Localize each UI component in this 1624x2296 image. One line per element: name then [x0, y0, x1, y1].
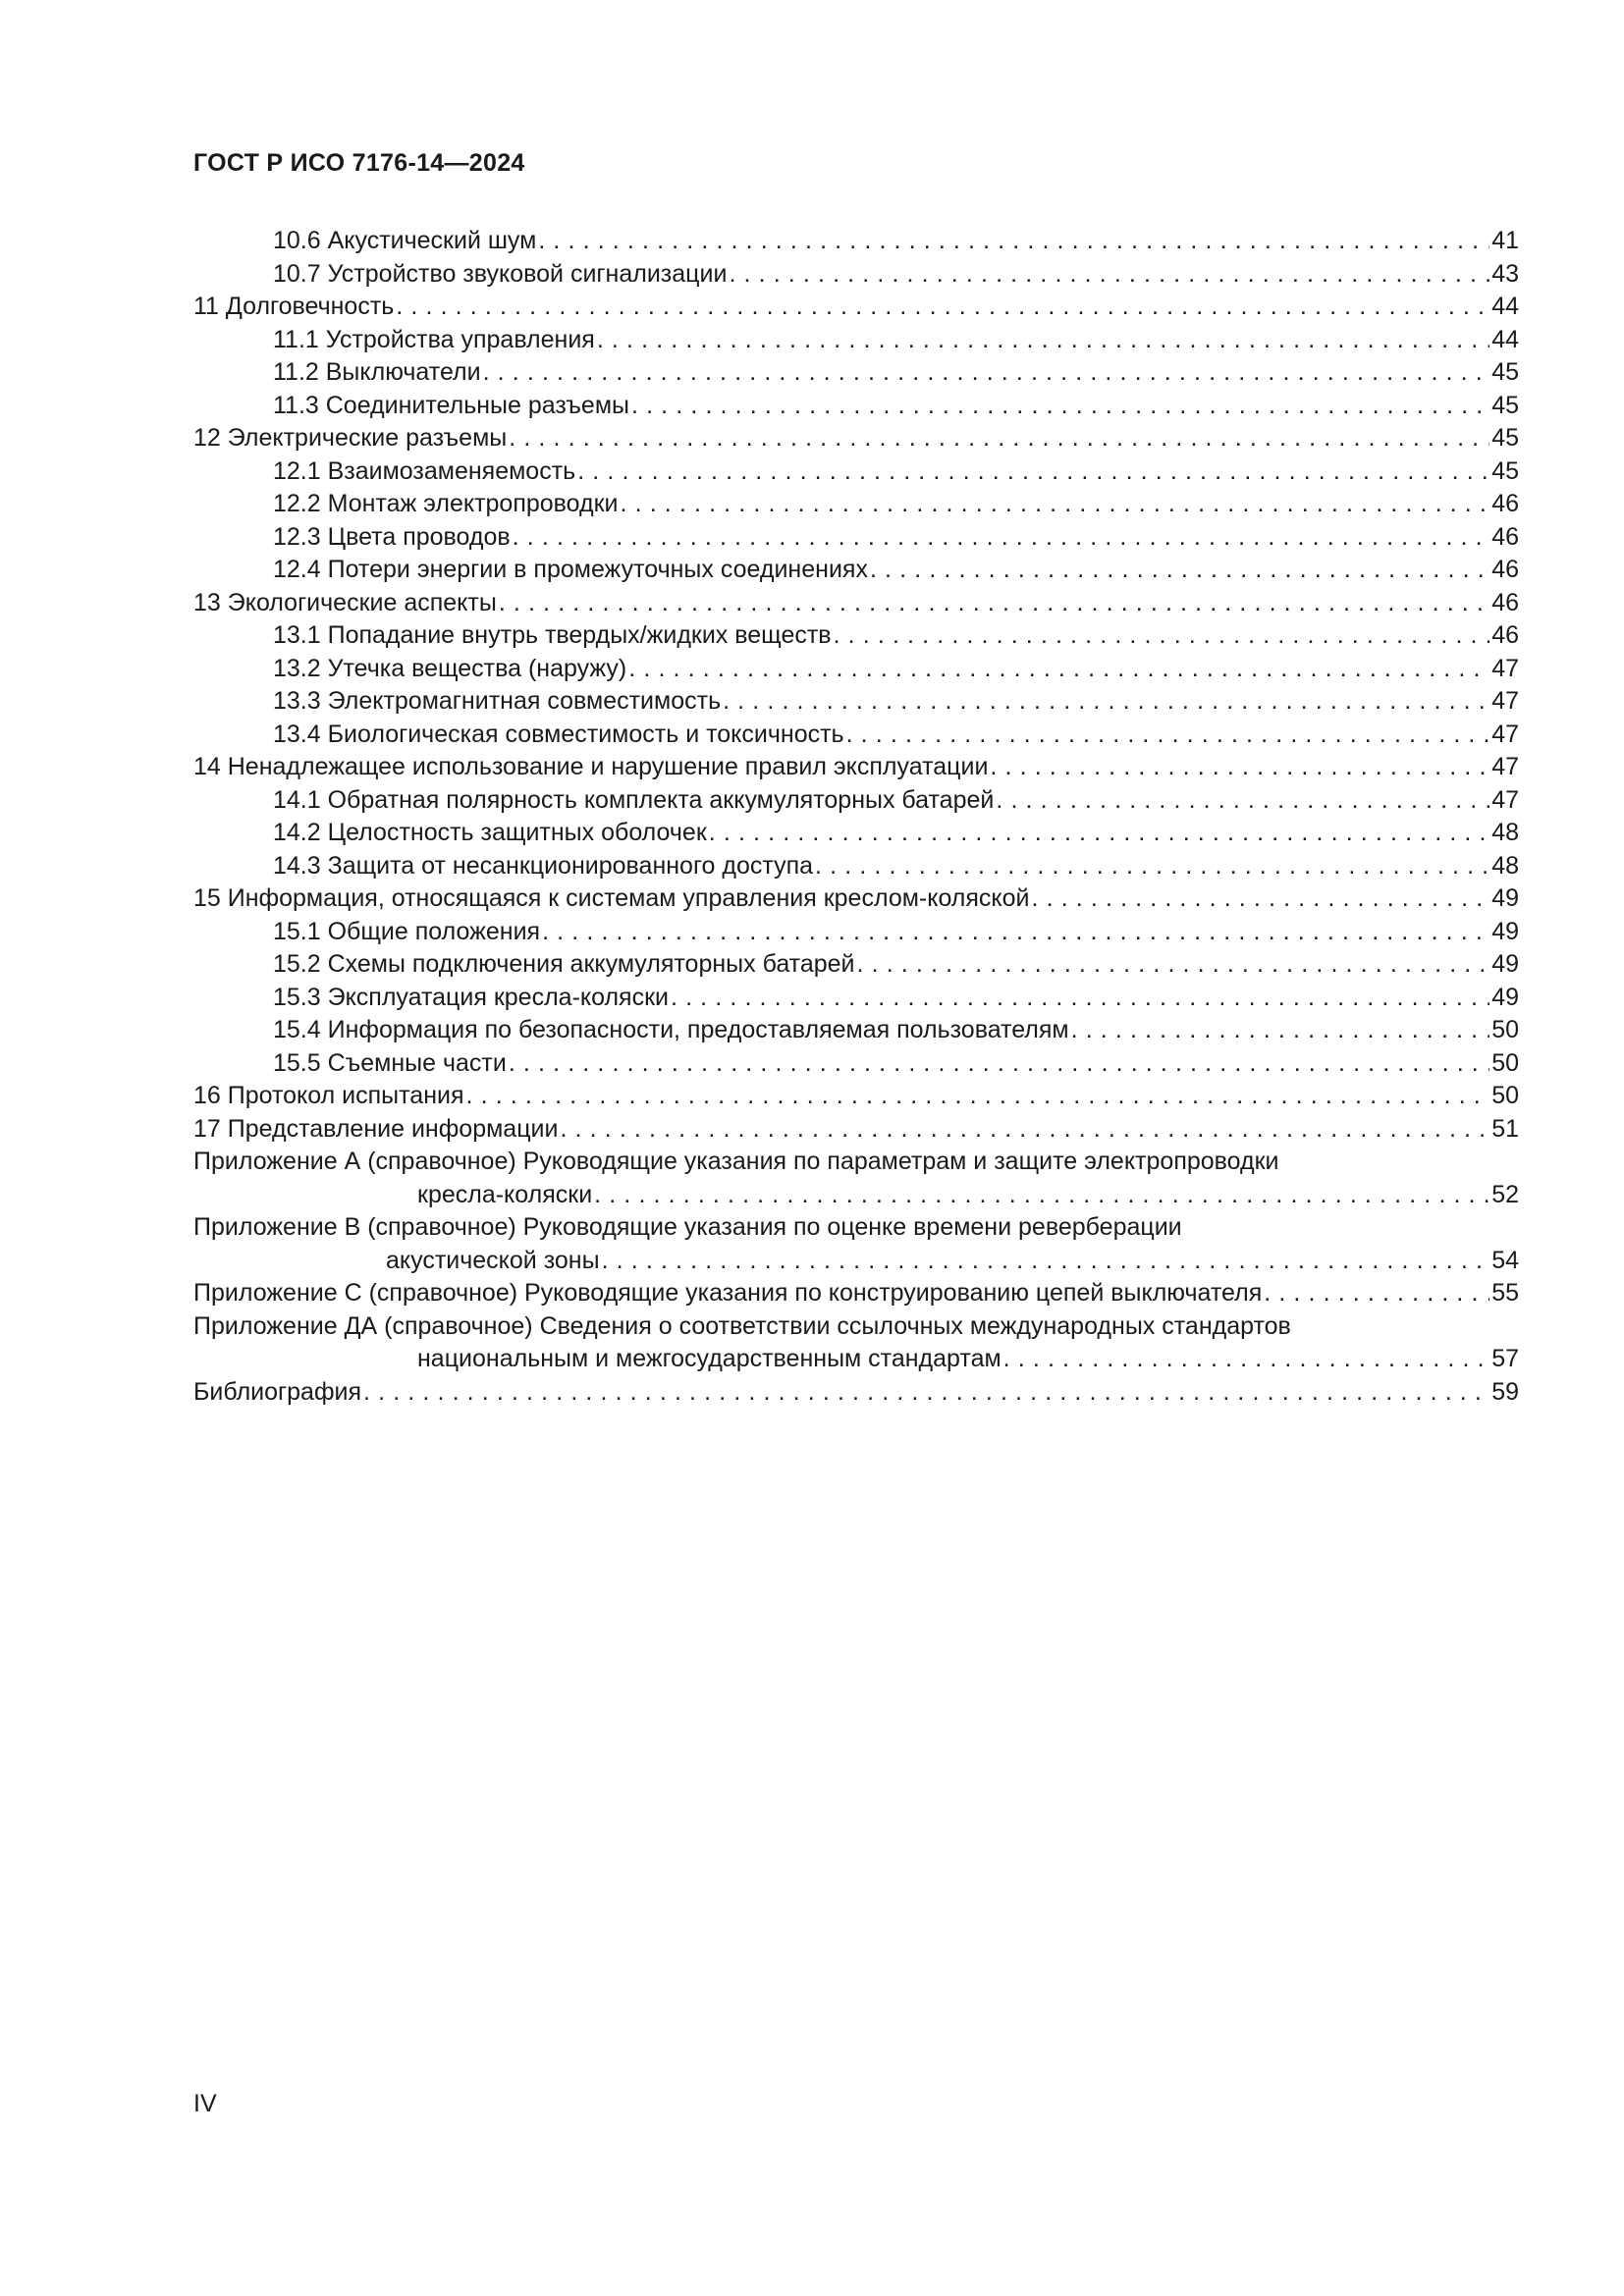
- toc-entry[interactable]: [193, 719, 1519, 752]
- toc-entry[interactable]: [193, 784, 1519, 818]
- toc-entry-page: 49: [1491, 884, 1519, 912]
- toc-entry-label: 11.2 Выключатели: [273, 358, 481, 386]
- dot-leader: [577, 455, 1489, 489]
- toc-entry[interactable]: [193, 455, 1519, 489]
- toc-entry-label: Библиография: [193, 1377, 362, 1406]
- toc-entry[interactable]: [193, 685, 1519, 719]
- toc-entry-label: 15.3 Эксплуатация кресла-коляски: [273, 983, 669, 1011]
- toc-entry-label: 14 Ненадлежащее использование и нарушение правил эксплуатации: [193, 753, 989, 780]
- toc-entry-label: 13.2 Утечка вещества (наружу): [273, 654, 627, 682]
- toc-entry-label: 12.2 Монтаж электропроводки: [273, 490, 619, 517]
- toc-entry-label: 12.4 Потери энергии в промежуточных соединениях: [273, 556, 868, 583]
- dot-leader: [594, 1179, 1489, 1212]
- toc-entry-page: 46: [1491, 490, 1519, 517]
- toc-entry-label: 12.1 Взаимозаменяемость: [273, 456, 576, 485]
- toc-entry-page: 41: [1491, 227, 1519, 254]
- dot-leader: [509, 1047, 1489, 1081]
- toc-entry-label: 15.5 Съемные части: [273, 1048, 507, 1077]
- page-number: IV: [193, 2090, 217, 2117]
- toc-entry-page: 44: [1491, 325, 1519, 353]
- toc-entry[interactable]: [193, 948, 1519, 982]
- toc-entry[interactable]: [193, 817, 1519, 850]
- toc-entry-label: 17 Представление информации: [193, 1114, 559, 1143]
- toc-entry[interactable]: [193, 554, 1519, 587]
- dot-leader: [723, 685, 1489, 719]
- toc-entry-page: 47: [1491, 720, 1519, 748]
- toc-entry-page: 50: [1491, 1016, 1519, 1043]
- toc-entry-page: 45: [1491, 358, 1519, 386]
- toc-entry-label: 11.3 Соединительные разъемы: [273, 391, 629, 419]
- toc-entry[interactable]: [193, 587, 1519, 620]
- toc-entry[interactable]: [193, 291, 1519, 324]
- toc-entry-page: 50: [1491, 1082, 1519, 1109]
- toc-appendix-entry[interactable]: [193, 1211, 1519, 1277]
- toc-entry-label: 13.3 Электромагнитная совместимость: [273, 687, 722, 715]
- dot-leader: [1032, 882, 1490, 916]
- dot-leader: [499, 587, 1489, 620]
- dot-leader: [363, 1376, 1489, 1410]
- toc-entry-label: национальным и межгосударственным стандартам: [417, 1345, 1001, 1372]
- toc-entry[interactable]: [193, 751, 1519, 784]
- dot-leader: [709, 817, 1489, 850]
- dot-leader: [597, 324, 1489, 357]
- dot-leader: [396, 291, 1489, 324]
- dot-leader: [602, 1245, 1490, 1278]
- toc-entry-label: 15.4 Информация по безопасности, предоставляемая пользователям: [273, 1016, 1069, 1043]
- toc-entry[interactable]: [193, 882, 1519, 916]
- dot-leader: [870, 554, 1489, 587]
- dot-leader: [538, 225, 1489, 258]
- dot-leader: [509, 422, 1489, 455]
- dot-leader: [631, 390, 1489, 423]
- toc-entry-page: 46: [1491, 621, 1519, 649]
- toc-entry[interactable]: [193, 850, 1519, 883]
- toc-entry[interactable]: [193, 488, 1519, 521]
- toc-entry-label: 10.7 Устройство звуковой сигнализации: [273, 259, 728, 288]
- toc-entry-label: 13 Экологические аспекты: [193, 588, 497, 616]
- dot-leader: [542, 916, 1489, 949]
- toc-entry-label: 14.2 Целостность защитных оболочек: [273, 819, 707, 846]
- toc-entry[interactable]: [193, 390, 1519, 423]
- toc-entry-page: 47: [1491, 654, 1519, 682]
- toc-entry-page: 49: [1491, 950, 1519, 978]
- toc-entry-label: 11 Долговечность: [193, 293, 395, 320]
- toc-entry-page: 51: [1491, 1114, 1519, 1143]
- toc-entry-page: 47: [1491, 687, 1519, 715]
- table-of-contents: [193, 225, 1519, 1409]
- toc-entry-label: 14.1 Обратная полярность комплекта аккумуляторных батарей: [273, 785, 995, 814]
- dot-leader: [729, 258, 1489, 292]
- toc-entry[interactable]: [193, 225, 1519, 258]
- appendix-title-line: Приложение В (справочное) Руководящие указания по оценке времени реверберации: [193, 1213, 1182, 1241]
- toc-appendix-entry[interactable]: [193, 1277, 1519, 1310]
- toc-entry-label: 14.3 Защита от несанкционированного доступа: [273, 851, 814, 880]
- dot-leader: [857, 948, 1490, 982]
- toc-entry-page: 46: [1491, 588, 1519, 616]
- toc-entry[interactable]: [193, 1014, 1519, 1047]
- toc-entry[interactable]: [193, 619, 1519, 653]
- toc-entry-page: 59: [1491, 1377, 1519, 1406]
- toc-entry-label: кресла-коляски: [417, 1180, 593, 1208]
- toc-entry[interactable]: [193, 324, 1519, 357]
- dot-leader: [834, 619, 1490, 653]
- toc-entry-page: 48: [1491, 819, 1519, 846]
- toc-entry-page: 48: [1491, 851, 1519, 880]
- dot-leader: [990, 751, 1489, 784]
- toc-entry-page: 50: [1491, 1048, 1519, 1077]
- toc-entry[interactable]: [193, 653, 1519, 686]
- toc-entry-page: 45: [1491, 391, 1519, 419]
- toc-entry[interactable]: [193, 1113, 1519, 1147]
- toc-entry-page: 57: [1491, 1345, 1519, 1372]
- toc-entry-page: 55: [1491, 1279, 1519, 1307]
- dot-leader: [1003, 1343, 1490, 1376]
- toc-entry-page: 45: [1491, 456, 1519, 485]
- dot-leader: [483, 356, 1490, 390]
- toc-entry-label: 15.2 Схемы подключения аккумуляторных батарей: [273, 950, 855, 978]
- toc-entry-page: 44: [1491, 293, 1519, 320]
- toc-bibliography-entry[interactable]: [193, 1376, 1519, 1410]
- toc-entry-page: 47: [1491, 753, 1519, 780]
- dot-leader: [628, 653, 1489, 686]
- toc-entry-page: 54: [1491, 1246, 1519, 1274]
- toc-entry-label: 13.1 Попадание внутрь твердых/жидких веществ: [273, 621, 832, 649]
- toc-appendix-entry[interactable]: [193, 1146, 1519, 1211]
- toc-entry-page: 43: [1491, 259, 1519, 288]
- toc-entry[interactable]: [193, 982, 1519, 1015]
- toc-entry-label: 13.4 Биологическая совместимость и токсичность: [273, 720, 844, 748]
- toc-entry-page: 45: [1491, 424, 1519, 452]
- toc-entry-label: 15 Информация, относящаяся к системам управления креслом-коляской: [193, 884, 1030, 912]
- toc-entry[interactable]: [193, 1080, 1519, 1113]
- dot-leader: [815, 850, 1489, 883]
- dot-leader: [1264, 1277, 1489, 1310]
- toc-entry[interactable]: [193, 422, 1519, 455]
- toc-entry[interactable]: [193, 356, 1519, 390]
- toc-appendix-entry[interactable]: [193, 1310, 1519, 1376]
- toc-entry[interactable]: [193, 258, 1519, 292]
- dot-leader: [466, 1080, 1490, 1113]
- toc-entry[interactable]: [193, 916, 1519, 949]
- toc-entry-label: 16 Протокол испытания: [193, 1082, 464, 1109]
- toc-entry-page: 49: [1491, 917, 1519, 945]
- toc-entry-label: 10.6 Акустический шум: [273, 227, 537, 254]
- toc-entry-label: Приложение С (справочное) Руководящие указания по конструированию цепей выключателя: [193, 1279, 1263, 1307]
- dot-leader: [513, 521, 1490, 555]
- toc-entry-label: 11.1 Устройства управления: [273, 325, 595, 353]
- toc-entry-label: 12.3 Цвета проводов: [273, 522, 511, 551]
- document-header: ГОСТ Р ИСО 7176-14—2024: [193, 149, 525, 177]
- toc-entry[interactable]: [193, 1047, 1519, 1081]
- dot-leader: [621, 488, 1490, 521]
- toc-entry-page: 52: [1491, 1180, 1519, 1208]
- toc-entry-page: 49: [1491, 983, 1519, 1011]
- toc-entry-label: 15.1 Общие положения: [273, 917, 541, 945]
- toc-entry-label: акустической зоны: [386, 1246, 600, 1274]
- dot-leader: [671, 982, 1489, 1015]
- dot-leader: [996, 784, 1489, 818]
- toc-entry-page: 47: [1491, 785, 1519, 814]
- appendix-title-line: Приложение ДА (справочное) Сведения о соответствии ссылочных международных стандартов: [193, 1311, 1291, 1340]
- dot-leader: [1071, 1014, 1490, 1047]
- toc-entry-label: 12 Электрические разъемы: [193, 424, 508, 452]
- toc-entry-page: 46: [1491, 556, 1519, 583]
- dot-leader: [846, 719, 1490, 752]
- appendix-title-line: Приложение А (справочное) Руководящие указания по параметрам и защите электропроводки: [193, 1148, 1279, 1175]
- dot-leader: [560, 1113, 1489, 1147]
- toc-entry-page: 46: [1491, 522, 1519, 551]
- toc-entry[interactable]: [193, 521, 1519, 555]
